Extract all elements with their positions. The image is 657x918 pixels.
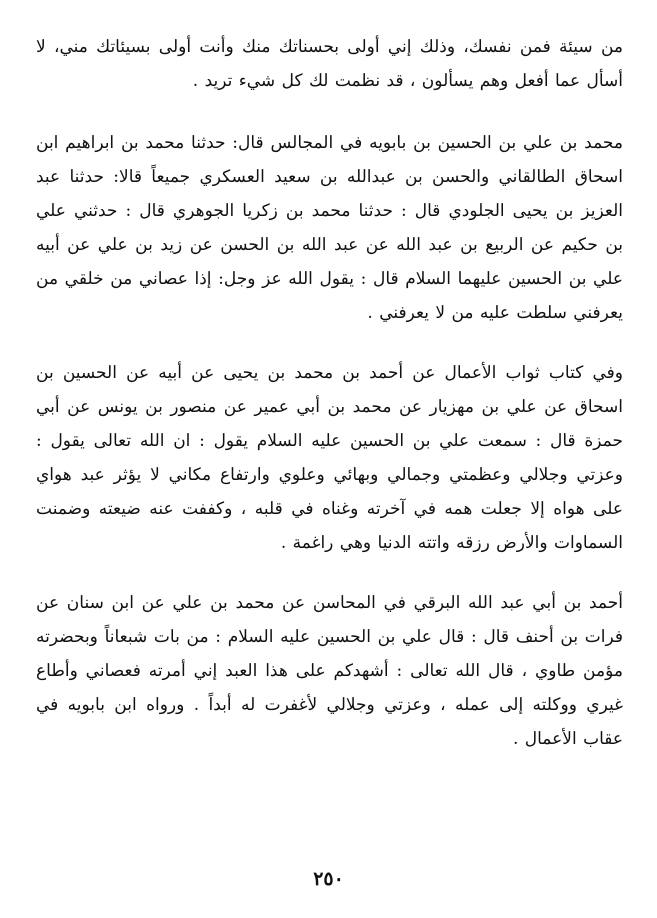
paragraph: من سيئة فمن نفسك، وذلك إني أولى بحسناتك منك وأنت أولى بسيئاتك مني، لا أسأل عما أفعل وهم يسألون ، قد نظمت لك كل شيء تريد .	[36, 37, 623, 91]
paragraph: أحمد بن أبي عبد الله البرقي في المحاسن عن محمد بن علي عن ابن سنان عن فرات بن أحنف قال : قال علي بن الحسين عليه السلام : من بات شبعاناً وبحضرته مؤمن طاوي ، قال الله تعالى : أشهدكم على هذا العبد إني أمرته فعصاني وأطاع غيري ووكلته إلى عمله ، وعزتي وجلالي لأغفرت له أبداً . ورواه ابن بابويه في عقاب الأعمال .	[36, 593, 623, 749]
page-number: ٢٥٠	[313, 868, 344, 890]
paragraph: محمد بن علي بن الحسين بن بابويه في المجالس قال: حدثنا محمد بن ابراهيم ابن اسحاق الطالقاني والحسن بن عبدالله بن سعيد العسكري جميعاً قالا: حدثنا عبد العزيز بن يحيى الجلودي قال : حدثنا محمد بن زكريا الجوهري قال : حدثني علي بن حكيم عن الربيع بن عبد الله عن عبد الله بن الحسن عن زيد بن علي عن أبيه علي بن الحسين عليهما السلام قال : يقول الله عز وجل: إذا عصاني من خلقي من يعرفني سلطت عليه من لا يعرفني .	[36, 133, 623, 323]
paragraph: وفي كتاب ثواب الأعمال عن أحمد بن محمد بن يحيى عن أبيه عن الحسين بن اسحاق عن علي بن مهزيار عن محمد بن أبي عمير عن منصور بن يونس عن أبي حمزة قال : سمعت علي بن الحسين عليه السلام يقول : ان الله تعالى يقول : وعزتي وجلالي وعظمتي وجمالي وبهائي وعلوي وارتفاع مكاني لا يؤثر عبد هواي على هواه إلا جعلت همه في آخرته وغناه في قلبه ، وكففت عنه ضيعته وضمنت السماوات والأرض رزقه واتته الدنيا وهي راغمة .	[36, 363, 623, 553]
